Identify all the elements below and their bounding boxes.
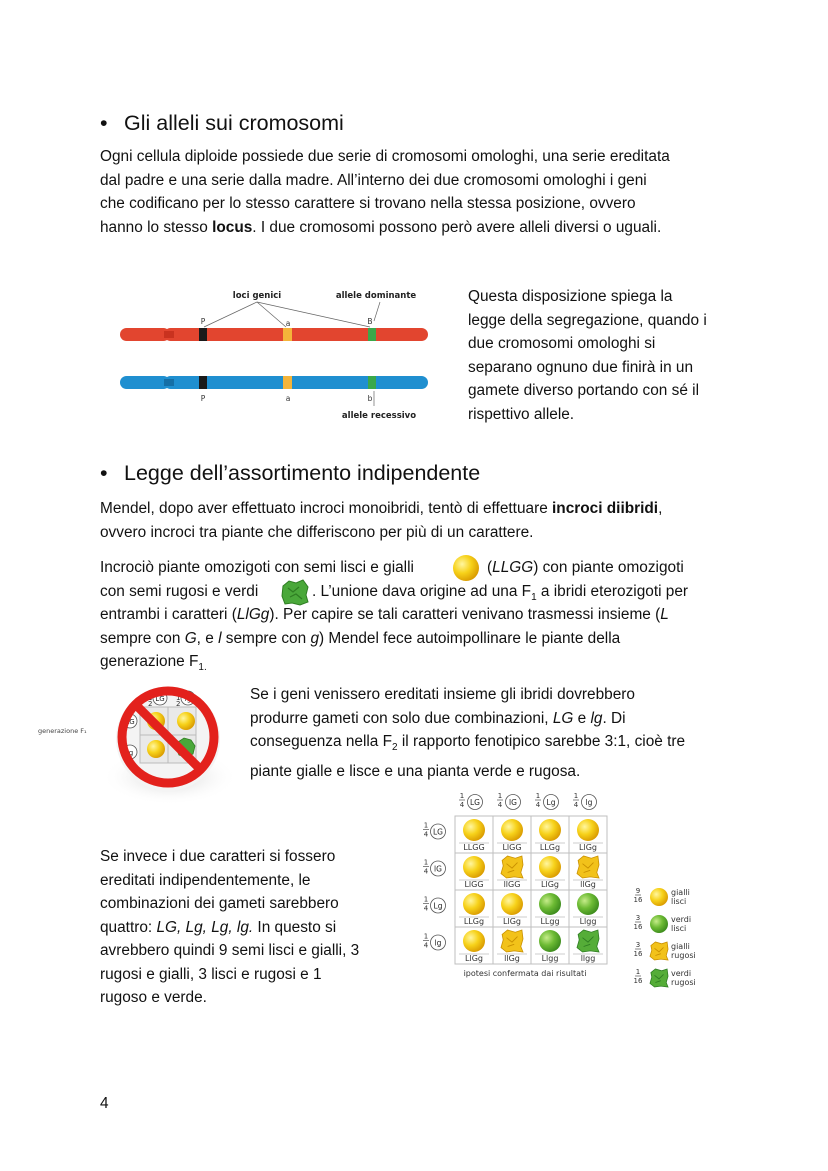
dihybrid-paragraph: Mendel, dopo aver effettuato incroci monoibridi, tentò di effettuare incroci diibridi, ovvero incroci tra piante che differiscono per più di un carattere.: [100, 500, 663, 541]
chromosome-figure: [112, 285, 442, 425]
legend-seed: [650, 915, 668, 933]
legend-seed: [650, 942, 668, 960]
bullet: •: [100, 461, 108, 485]
legend-label: lisci: [671, 897, 687, 906]
linked-genes-text: Se i geni venissero ereditati insieme gli ibridi dovrebbero produrre gameti con solo due combinazioni, LG e lg. Di conseguenza nella $F_2$ il rapporto fenotipico sarebbe 3:1, cioè tre piante gialle e lisce e una pianta verde e rugosa.: [250, 686, 686, 780]
yellow-seed: [177, 712, 195, 730]
locus-letter: a: [285, 319, 291, 328]
locus-letter: B: [367, 317, 373, 326]
independent-assortment-text: Se invece i due caratteri si fossero ereditati indipendentemente, le combinazioni dei gameti sarebbero quattro: LG, Lg, Lg, lg. In questo si avrebbero quindi 9 semi lisci e gialli, 3 rugosi e gialli, 3 lisci e rugosi e 1 rugoso e verde.: [100, 848, 360, 1006]
dominant-label: allele dominante: [335, 291, 417, 301]
punnett-seed: [539, 930, 561, 952]
gamete-fraction-denominator: 4: [497, 801, 503, 809]
punnett-seed: [577, 893, 599, 915]
gamete-label-side: lG: [434, 864, 442, 874]
genotype-label: LlGg: [579, 843, 597, 852]
gamete-label-top: lg: [585, 797, 593, 807]
genotype-label: llGG: [503, 880, 521, 889]
legend-label: rugosi: [671, 978, 696, 987]
locus-B-band: [368, 328, 376, 341]
text-line: Ogni cellula diploide possiede due serie di cromosomi omologhi, una serie ereditata: [100, 148, 670, 165]
punnett-seed: [463, 930, 485, 952]
genotype-label: LLGg: [463, 917, 485, 926]
legend-fraction-numerator: 3: [635, 941, 641, 949]
page-number: 4: [100, 1095, 109, 1112]
gamete-label-side: LG: [433, 827, 443, 837]
legend-label: gialli: [671, 888, 690, 897]
legend-fraction-numerator: 3: [635, 914, 641, 922]
text-line: hanno lo stesso locus. I due cromosomi possono però avere alleli diversi o uguali.: [100, 218, 662, 236]
svg-text:2: 2: [148, 700, 153, 708]
gamete-fraction-numerator: 1: [423, 821, 429, 830]
locus-letter: a: [285, 394, 291, 403]
punnett-seed: [501, 856, 523, 878]
alleles-paragraph: [100, 145, 740, 239]
svg-text:1: 1: [148, 694, 153, 702]
locus-letter: b: [367, 394, 373, 403]
svg-text:2: 2: [176, 700, 181, 708]
gamete-fraction-denominator: 4: [459, 801, 465, 809]
gamete-label: LG: [155, 695, 165, 703]
gamete-label-side: Lg: [433, 901, 443, 911]
genotype-label: LlGg: [503, 917, 521, 926]
punnett-seed: [577, 856, 599, 878]
legend-fraction-denominator: 16: [633, 977, 643, 985]
cross-paragraph: Incrociò piante omozigoti con semi lisci e gialli (LLGG) con piante omozigoti con semi rugosi e verdi . L’unione dava origine ad una $F_1$ a ibridi eterozigoti per entrambi i caratteri (LlGg). Per capire se tali caratteri venivano trasmessi insieme (L sempre con G, e l sempre con g) Mendel fece autoimpollinare le piante della generazione $F_{1.}$: [100, 556, 760, 680]
blue-chromosome: [120, 376, 428, 389]
segregation-text: Questa disposizione spiega la legge della segregazione, quando i due cromosomi omologhi si separano ognuno due finirà in un gamete diverso portando con sé il rispettivo allele.: [468, 288, 707, 423]
recessive-label: allele recessivo: [341, 411, 417, 421]
legend-label: lisci: [671, 924, 687, 933]
legend-label: gialli: [671, 942, 690, 951]
gamete-label-top: lG: [509, 797, 517, 807]
legend-fraction-numerator: 1: [635, 968, 641, 976]
gamete-fraction-numerator: 1: [423, 895, 429, 904]
genotype-label: LLGG: [463, 843, 485, 852]
gamete-fraction-denominator: 4: [423, 830, 429, 839]
leader-line: [257, 302, 286, 327]
punnett-seed: [463, 819, 485, 841]
gamete-fraction-denominator: 4: [535, 801, 541, 809]
legend-fraction-denominator: 16: [633, 923, 643, 931]
gamete-label: lg: [126, 749, 134, 757]
gamete-fraction-denominator: 4: [423, 941, 429, 950]
genotype-label: LLGg: [539, 843, 561, 852]
punnett-seed: [501, 893, 523, 915]
punnett-seed: [539, 819, 561, 841]
genotype-label: llGg: [580, 880, 596, 889]
gamete-fraction-denominator: 4: [423, 904, 429, 913]
genotype-label: LlGG: [502, 843, 522, 852]
leader-line: [204, 302, 257, 327]
gamete-fraction-numerator: 1: [459, 792, 465, 800]
locus-letter: P: [200, 317, 206, 326]
genotype-label: llgg: [580, 954, 596, 963]
yellow-seed: [147, 740, 165, 758]
gamete-label: lg: [184, 695, 192, 703]
legend-seed: [650, 888, 668, 906]
locus-P-band: [199, 376, 207, 389]
text-line: dal padre e una serie dalla madre. All’interno dei due cromosomi omologhi i geni: [100, 171, 647, 189]
genotype-label: LlGg: [541, 880, 559, 889]
red-chromosome: [120, 328, 428, 341]
green-wrinkled-seed-icon: [280, 578, 310, 614]
legend-fraction-numerator: 9: [635, 887, 641, 895]
locus-a-band: [283, 376, 292, 389]
section-title-independent-assortment: • Legge dell’assortimento indipendente: [100, 461, 481, 485]
genotype-label: LlGg: [465, 954, 483, 963]
punnett-seed: [501, 819, 523, 841]
gamete-fraction-numerator: 1: [423, 858, 429, 867]
legend-label: verdi: [671, 915, 692, 924]
section-title-alleles: • Gli alleli sui cromosomi: [100, 111, 344, 135]
locus-P-band: [199, 328, 207, 341]
gamete-label-top: Lg: [546, 797, 556, 807]
genotype-label: LlGG: [464, 880, 484, 889]
legend-seed: [650, 969, 668, 987]
legend-label: rugosi: [671, 951, 696, 960]
gamete-label-side: lg: [434, 938, 442, 948]
f1-generation-label: generazione F₁: [38, 727, 87, 735]
leader-line: [257, 302, 373, 327]
punnett-seed: [577, 930, 599, 952]
legend-label: verdi: [671, 969, 692, 978]
genotype-label: Llgg: [579, 917, 597, 926]
locus-b-band: [368, 376, 376, 389]
rejected-hypothesis-figure: [100, 677, 240, 807]
locus-letter: P: [200, 394, 206, 403]
leader-line: [374, 302, 380, 321]
gamete-fraction-denominator: 4: [573, 801, 579, 809]
text-line: che codificano per lo stesso carattere si trovano nella stessa posizione, ovvero: [100, 195, 636, 212]
punnett-seed: [539, 893, 561, 915]
svg-text:1: 1: [176, 694, 181, 702]
gamete-fraction-numerator: 1: [423, 932, 429, 941]
punnett-square: [410, 786, 720, 996]
locus-a-band: [283, 328, 292, 341]
gamete-fraction-denominator: 4: [423, 867, 429, 876]
punnett-seed: [539, 856, 561, 878]
punnett-seed: [501, 930, 523, 952]
bullet: •: [100, 111, 108, 135]
genotype-label: LLgg: [540, 917, 560, 926]
gamete-fraction-numerator: 1: [573, 792, 579, 800]
genotype-label: Llgg: [541, 954, 559, 963]
legend-fraction-denominator: 16: [633, 950, 643, 958]
punnett-caption: ipotesi confermata dai risultati: [463, 969, 587, 978]
gamete-fraction-numerator: 1: [497, 792, 503, 800]
gamete-label: LG: [125, 718, 135, 726]
loci-label: loci genici: [232, 291, 282, 301]
legend-fraction-denominator: 16: [633, 896, 643, 904]
punnett-seed: [463, 856, 485, 878]
gamete-label-top: LG: [470, 797, 480, 807]
punnett-seed: [577, 819, 599, 841]
genotype-label: llGg: [504, 954, 520, 963]
gamete-fraction-numerator: 1: [535, 792, 541, 800]
punnett-seed: [463, 893, 485, 915]
